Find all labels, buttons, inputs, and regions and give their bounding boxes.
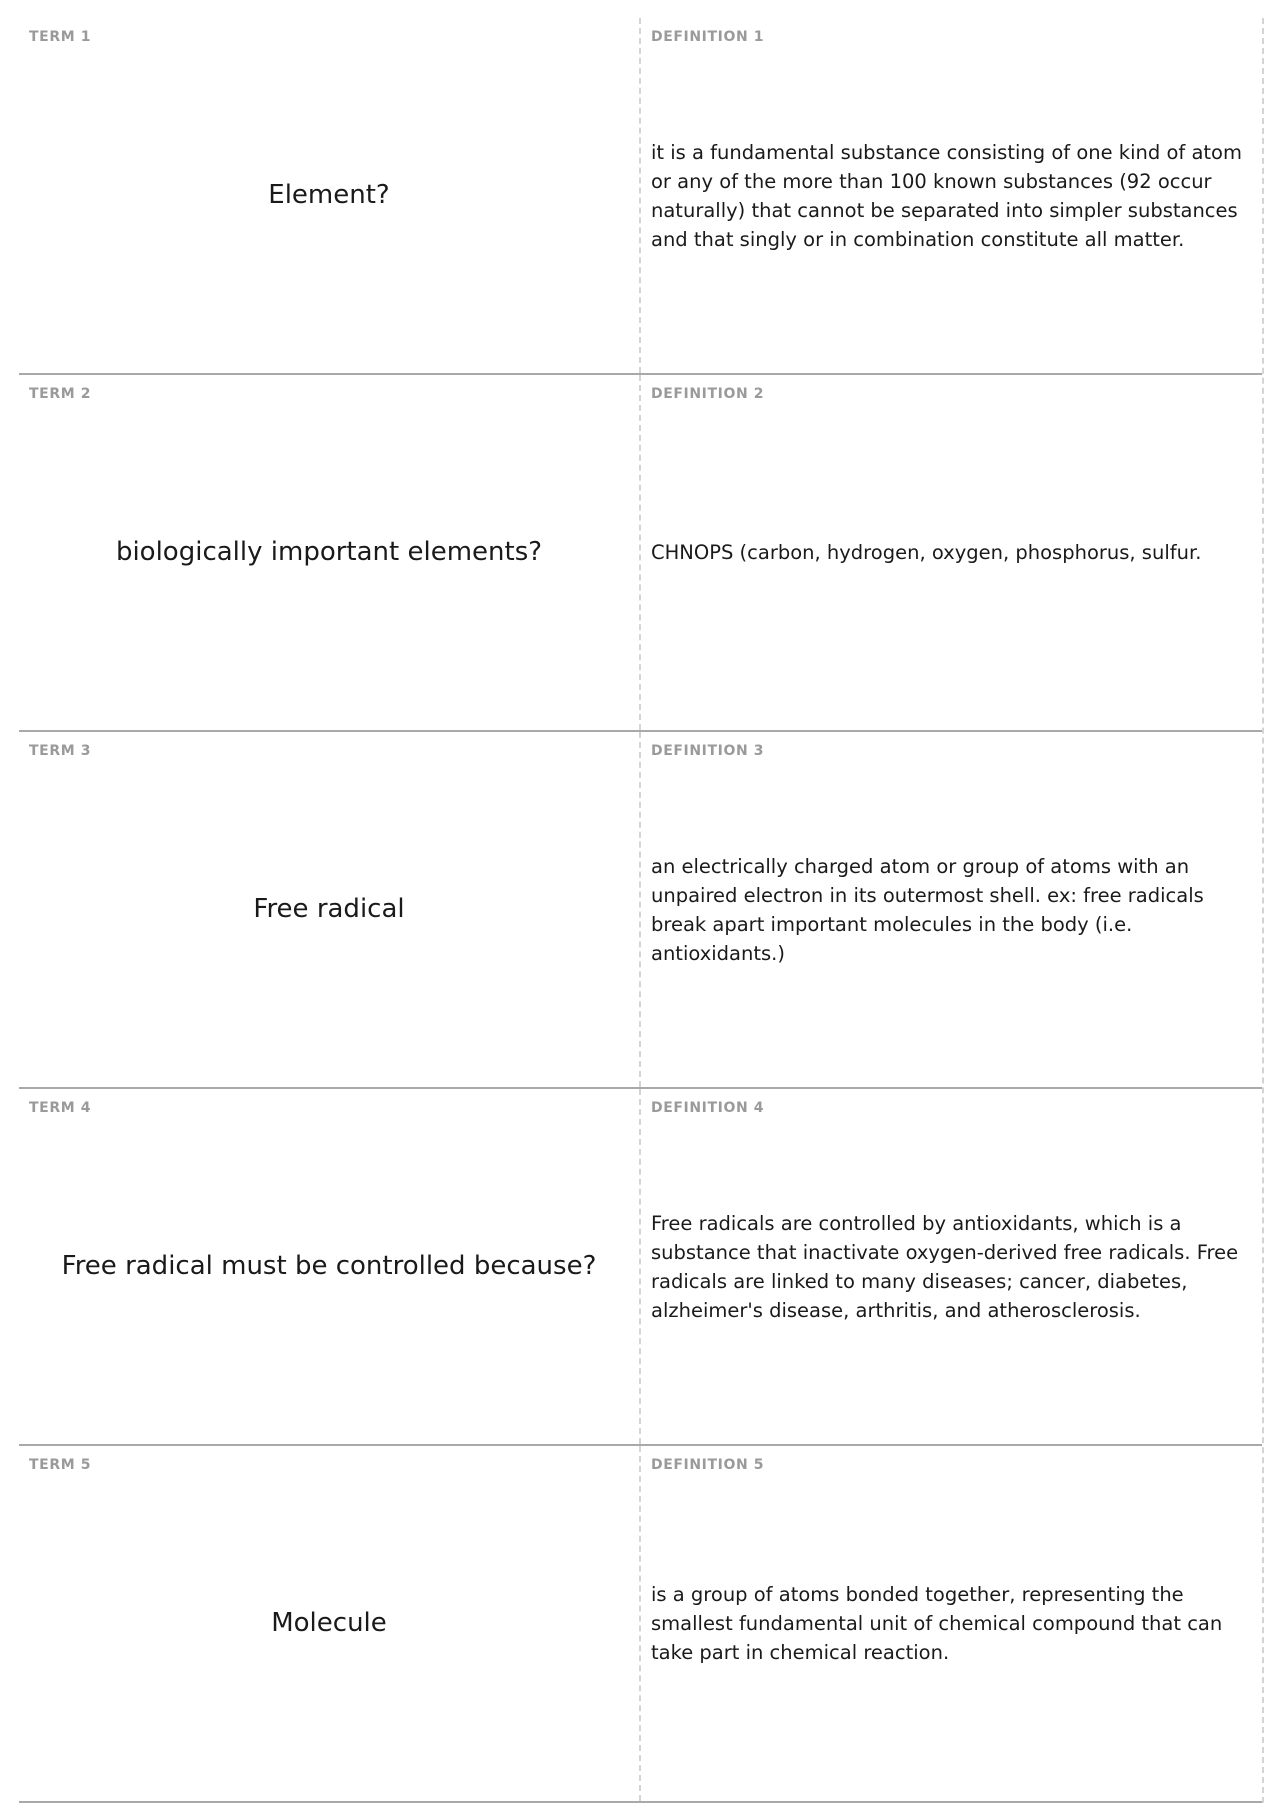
card-row-4 [19, 1089, 1262, 1446]
flashcard-sheet [19, 18, 1264, 1803]
definition-label: DEFINITION 5 [651, 1457, 765, 1473]
definition-cell [641, 375, 1262, 730]
term-text: biologically important elements? [115, 536, 543, 567]
definition-label: DEFINITION 4 [651, 1100, 765, 1116]
term-cell [19, 1446, 641, 1801]
card-row-3 [19, 732, 1262, 1089]
card-row-5 [19, 1446, 1262, 1803]
term-label: TERM 5 [29, 1457, 92, 1473]
term-text: Free radical [253, 893, 405, 924]
definition-text: an electrically charged atom or group of atoms with an unpaired electron in its outermost shell. ex: free radicals break apart important molecules in the body (i.e. antioxidants.) [651, 854, 1204, 965]
definition-cell [641, 18, 1262, 373]
definition-label: DEFINITION 2 [651, 386, 765, 402]
card-row-2 [19, 375, 1262, 732]
definition-cell [641, 1089, 1262, 1444]
term-cell [19, 18, 641, 373]
term-label: TERM 3 [29, 743, 92, 759]
definition-label: DEFINITION 1 [651, 29, 765, 45]
card-row-1 [19, 18, 1262, 375]
term-label: TERM 2 [29, 386, 92, 402]
term-text: Free radical must be controlled because? [61, 1250, 597, 1281]
definition-text: it is a fundamental substance consisting of one kind of atom or any of the more than 100 known substances (92 occur naturally) that cannot be separated into simpler substances and that singly or in combination constitute all matter. [651, 140, 1242, 251]
term-text: Element? [268, 179, 390, 210]
definition-cell [641, 1446, 1262, 1801]
definition-label: DEFINITION 3 [651, 743, 765, 759]
definition-cell [641, 732, 1262, 1087]
definition-text: CHNOPS (carbon, hydrogen, oxygen, phosphorus, sulfur. [651, 541, 1202, 564]
definition-text: is a group of atoms bonded together, representing the smallest fundamental unit of chemical compound that can take part in chemical reaction. [651, 1583, 1223, 1664]
term-cell [19, 732, 641, 1087]
term-cell [19, 1089, 641, 1444]
term-cell [19, 375, 641, 730]
term-text: Molecule [271, 1607, 387, 1638]
term-label: TERM 1 [29, 29, 92, 45]
term-label: TERM 4 [29, 1100, 92, 1116]
definition-text: Free radicals are controlled by antioxidants, which is a substance that inactivate oxygen-derived free radicals. Free radicals are linked to many diseases; cancer, diabetes, alzheimer's disease, arthritis, and atherosclerosis. [651, 1211, 1239, 1322]
